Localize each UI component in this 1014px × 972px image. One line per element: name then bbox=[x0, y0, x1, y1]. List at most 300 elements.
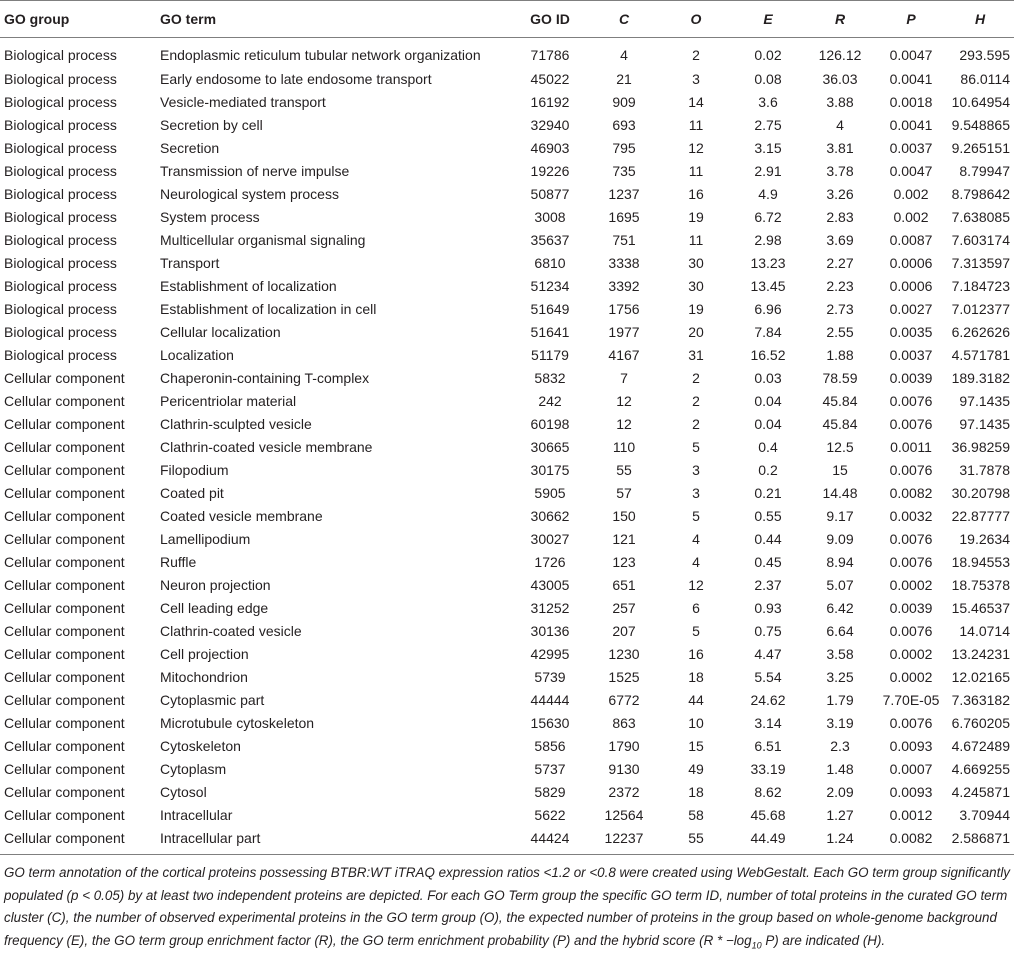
cell-go-term: Ruffle bbox=[160, 554, 197, 570]
header-go-id: GO ID bbox=[512, 1, 588, 38]
cell-go-term: Secretion by cell bbox=[160, 117, 263, 133]
cell-go-term: Lamellipodium bbox=[160, 531, 251, 547]
cell-go-id: 35637 bbox=[530, 232, 570, 248]
footnote-text-3: P) are indicated (H). bbox=[761, 932, 886, 948]
cell-go-id: 5829 bbox=[534, 784, 566, 800]
table-row bbox=[0, 206, 1014, 229]
cell-r: 2.55 bbox=[826, 324, 854, 340]
cell-c: 12 bbox=[616, 393, 632, 409]
cell-o: 11 bbox=[688, 232, 704, 248]
cell-go-id: 5832 bbox=[534, 370, 566, 386]
cell-go-id: 6810 bbox=[534, 255, 566, 271]
cell-h: 4.245871 bbox=[951, 784, 1010, 800]
cell-go-term: Endoplasmic reticulum tubular network organization bbox=[160, 46, 481, 63]
cell-p: 0.0002 bbox=[889, 646, 933, 662]
cell-go-group: Cellular component bbox=[4, 508, 125, 524]
cell-p: 0.0076 bbox=[889, 416, 933, 432]
cell-go-group: Cellular component bbox=[4, 807, 125, 823]
cell-go-term: Coated vesicle membrane bbox=[160, 508, 323, 524]
cell-o: 15 bbox=[688, 738, 704, 754]
cell-p: 0.0012 bbox=[889, 807, 933, 823]
cell-go-id: 32940 bbox=[530, 117, 570, 133]
cell-o: 49 bbox=[688, 761, 704, 777]
cell-o: 4 bbox=[692, 531, 700, 547]
cell-e: 13.23 bbox=[750, 255, 786, 271]
table-row bbox=[0, 620, 1014, 643]
cell-o: 5 bbox=[692, 508, 700, 524]
table-row bbox=[0, 436, 1014, 459]
cell-r: 4 bbox=[836, 117, 844, 133]
cell-go-term: Pericentriolar material bbox=[160, 393, 297, 409]
cell-e: 0.2 bbox=[758, 462, 778, 478]
cell-h: 7.184723 bbox=[951, 278, 1010, 294]
cell-r: 45.84 bbox=[822, 416, 858, 432]
cell-h: 15.46537 bbox=[951, 600, 1010, 616]
cell-r: 14.48 bbox=[822, 485, 858, 501]
cell-go-id: 50877 bbox=[530, 186, 570, 202]
cell-o: 44 bbox=[688, 692, 704, 708]
cell-go-group: Cellular component bbox=[4, 577, 125, 593]
cell-h: 13.24231 bbox=[951, 646, 1010, 662]
cell-go-group: Cellular component bbox=[4, 623, 125, 639]
cell-e: 0.55 bbox=[754, 508, 782, 524]
cell-o: 11 bbox=[688, 163, 704, 179]
cell-p: 0.0041 bbox=[889, 71, 933, 87]
table-row bbox=[0, 38, 1014, 68]
cell-c: 651 bbox=[612, 577, 636, 593]
table-row bbox=[0, 827, 1014, 855]
cell-go-id: 43005 bbox=[530, 577, 570, 593]
table-row bbox=[0, 666, 1014, 689]
cell-go-group: Biological process bbox=[4, 140, 117, 156]
footnote-text-2: < 0.05) by at least two independent proteins are depicted. For each GO Term group the specific GO term ID, number of total proteins in the curated GO term cluster (C), the number of observed experimental proteins in the GO term group (O), the expected number of proteins in the group based on whole-genome background frequency (E), the GO term group enrichment factor (R), the GO term enrichment probability (P) and the hybrid score (R * −log bbox=[4, 887, 1008, 948]
cell-h: 6.760205 bbox=[951, 715, 1010, 731]
cell-p: 0.0076 bbox=[889, 715, 933, 731]
cell-c: 1695 bbox=[608, 209, 640, 225]
cell-r: 12.5 bbox=[826, 439, 854, 455]
cell-p: 0.0076 bbox=[889, 554, 933, 570]
table-row bbox=[0, 137, 1014, 160]
cell-go-term: Cytoplasmic part bbox=[160, 692, 265, 708]
cell-p: 0.0006 bbox=[889, 255, 933, 271]
cell-h: 19.2634 bbox=[959, 531, 1010, 547]
cell-r: 36.03 bbox=[822, 71, 858, 87]
cell-r: 3.26 bbox=[826, 186, 854, 202]
cell-go-group: Cellular component bbox=[4, 669, 125, 685]
cell-r: 3.69 bbox=[826, 232, 854, 248]
cell-go-id: 19226 bbox=[530, 163, 570, 179]
table-row bbox=[0, 114, 1014, 137]
cell-go-group: Biological process bbox=[4, 347, 117, 363]
table-row bbox=[0, 735, 1014, 758]
cell-e: 6.51 bbox=[754, 738, 782, 754]
cell-o: 14 bbox=[688, 94, 704, 110]
table-row bbox=[0, 229, 1014, 252]
cell-r: 2.27 bbox=[826, 255, 854, 271]
table-row bbox=[0, 459, 1014, 482]
cell-go-group: Cellular component bbox=[4, 462, 125, 478]
header-e: E bbox=[732, 1, 804, 38]
cell-o: 10 bbox=[688, 715, 704, 731]
cell-go-id: 30662 bbox=[530, 508, 570, 524]
cell-go-term: Establishment of localization bbox=[160, 278, 337, 294]
cell-go-id: 1726 bbox=[534, 554, 566, 570]
cell-o: 30 bbox=[688, 278, 704, 294]
cell-o: 2 bbox=[692, 416, 700, 432]
cell-c: 4167 bbox=[608, 347, 640, 363]
cell-c: 4 bbox=[620, 46, 628, 63]
cell-p: 0.0039 bbox=[889, 600, 933, 616]
cell-h: 8.798642 bbox=[951, 186, 1010, 202]
cell-e: 24.62 bbox=[750, 692, 786, 708]
cell-e: 0.21 bbox=[754, 485, 782, 501]
table-row bbox=[0, 758, 1014, 781]
cell-o: 5 bbox=[692, 439, 700, 455]
table-row bbox=[0, 91, 1014, 114]
cell-c: 693 bbox=[612, 117, 636, 133]
cell-c: 1237 bbox=[608, 186, 640, 202]
cell-e: 0.75 bbox=[754, 623, 782, 639]
cell-p: 0.002 bbox=[893, 186, 929, 202]
cell-p: 0.0002 bbox=[889, 577, 933, 593]
cell-h: 31.7878 bbox=[959, 462, 1010, 478]
cell-h: 3.70944 bbox=[959, 807, 1010, 823]
cell-go-id: 30027 bbox=[530, 531, 570, 547]
cell-p: 0.0076 bbox=[889, 531, 933, 547]
cell-r: 3.88 bbox=[826, 94, 854, 110]
cell-r: 3.25 bbox=[826, 669, 854, 685]
cell-go-id: 5856 bbox=[534, 738, 566, 754]
cell-p: 0.0087 bbox=[889, 232, 933, 248]
cell-go-term: Cytoskeleton bbox=[160, 738, 241, 754]
cell-go-id: 30175 bbox=[530, 462, 570, 478]
cell-go-id: 44424 bbox=[530, 829, 570, 846]
cell-r: 15 bbox=[832, 462, 848, 478]
cell-h: 8.79947 bbox=[959, 163, 1010, 179]
cell-c: 123 bbox=[612, 554, 636, 570]
cell-go-id: 51234 bbox=[530, 278, 570, 294]
cell-c: 110 bbox=[612, 439, 636, 455]
header-go-group: GO group bbox=[0, 1, 156, 38]
cell-c: 909 bbox=[612, 94, 636, 110]
cell-e: 2.98 bbox=[754, 232, 782, 248]
cell-go-group: Cellular component bbox=[4, 531, 125, 547]
cell-o: 6 bbox=[692, 600, 700, 616]
cell-go-group: Biological process bbox=[4, 117, 117, 133]
cell-p: 0.0047 bbox=[889, 46, 933, 63]
cell-e: 7.84 bbox=[754, 324, 782, 340]
cell-o: 2 bbox=[692, 393, 700, 409]
cell-r: 45.84 bbox=[822, 393, 858, 409]
cell-e: 13.45 bbox=[750, 278, 786, 294]
cell-go-term: Cytoplasm bbox=[160, 761, 227, 777]
table-row bbox=[0, 643, 1014, 666]
cell-go-group: Cellular component bbox=[4, 393, 125, 409]
cell-h: 9.265151 bbox=[951, 140, 1010, 156]
cell-p: 0.0082 bbox=[889, 485, 933, 501]
cell-go-id: 15630 bbox=[530, 715, 570, 731]
cell-o: 19 bbox=[688, 209, 704, 225]
cell-h: 97.1435 bbox=[959, 393, 1010, 409]
cell-p: 0.0047 bbox=[889, 163, 933, 179]
cell-e: 5.54 bbox=[754, 669, 782, 685]
table-row bbox=[0, 298, 1014, 321]
cell-e: 0.04 bbox=[754, 393, 782, 409]
cell-c: 751 bbox=[612, 232, 636, 248]
cell-go-term: Clathrin-coated vesicle membrane bbox=[160, 439, 373, 455]
cell-go-group: Cellular component bbox=[4, 370, 125, 386]
cell-go-term: Neuron projection bbox=[160, 577, 271, 593]
cell-p: 0.0027 bbox=[889, 301, 933, 317]
cell-o: 18 bbox=[688, 669, 704, 685]
cell-go-id: 242 bbox=[538, 393, 562, 409]
cell-p: 0.0039 bbox=[889, 370, 933, 386]
cell-e: 2.37 bbox=[754, 577, 782, 593]
cell-c: 1525 bbox=[608, 669, 640, 685]
cell-go-id: 5737 bbox=[534, 761, 566, 777]
cell-e: 0.4 bbox=[758, 439, 778, 455]
cell-go-term: Coated pit bbox=[160, 485, 224, 501]
cell-go-id: 51179 bbox=[531, 347, 569, 363]
cell-r: 1.24 bbox=[826, 829, 854, 846]
cell-p: 0.0037 bbox=[889, 347, 933, 363]
cell-go-group: Cellular component bbox=[4, 485, 125, 501]
cell-go-term: Transport bbox=[160, 255, 220, 271]
cell-h: 7.363182 bbox=[951, 692, 1010, 708]
cell-go-group: Biological process bbox=[4, 278, 117, 294]
cell-o: 12 bbox=[688, 140, 704, 156]
cell-go-group: Cellular component bbox=[4, 715, 125, 731]
cell-e: 3.6 bbox=[758, 94, 778, 110]
cell-p: 0.0076 bbox=[889, 393, 933, 409]
cell-h: 22.87777 bbox=[951, 508, 1010, 524]
cell-h: 86.0114 bbox=[960, 71, 1010, 87]
cell-go-group: Cellular component bbox=[4, 600, 125, 616]
cell-go-term: Filopodium bbox=[160, 462, 229, 478]
cell-c: 863 bbox=[612, 715, 636, 731]
cell-h: 4.571781 bbox=[951, 347, 1010, 363]
cell-e: 2.91 bbox=[754, 163, 782, 179]
cell-go-term: Transmission of nerve impulse bbox=[160, 163, 350, 179]
cell-go-term: Chaperonin-containing T-complex bbox=[160, 370, 370, 386]
cell-c: 9130 bbox=[608, 761, 640, 777]
cell-go-term: Neurological system process bbox=[160, 186, 339, 202]
cell-go-term: Early endosome to late endosome transport bbox=[160, 71, 432, 87]
cell-c: 12564 bbox=[604, 807, 644, 823]
cell-go-group: Biological process bbox=[4, 255, 117, 271]
cell-go-id: 71786 bbox=[530, 46, 570, 63]
table-row bbox=[0, 597, 1014, 620]
cell-o: 3 bbox=[692, 485, 700, 501]
cell-go-term: Clathrin-sculpted vesicle bbox=[160, 416, 312, 432]
cell-r: 78.59 bbox=[822, 370, 858, 386]
table-row bbox=[0, 252, 1014, 275]
cell-c: 7 bbox=[620, 370, 628, 386]
cell-go-term: Microtubule cytoskeleton bbox=[160, 715, 315, 731]
cell-c: 795 bbox=[612, 140, 636, 156]
cell-h: 2.586871 bbox=[951, 829, 1010, 846]
cell-h: 9.548865 bbox=[951, 117, 1010, 133]
table-row bbox=[0, 482, 1014, 505]
cell-go-id: 45022 bbox=[530, 71, 570, 87]
cell-r: 3.58 bbox=[826, 646, 854, 662]
cell-go-term: Secretion bbox=[160, 140, 220, 156]
cell-e: 0.44 bbox=[754, 531, 782, 547]
cell-o: 31 bbox=[688, 347, 704, 363]
cell-go-id: 5905 bbox=[534, 485, 566, 501]
cell-h: 189.3182 bbox=[951, 370, 1010, 386]
header-o: O bbox=[660, 1, 732, 38]
cell-go-group: Biological process bbox=[4, 71, 117, 87]
cell-p: 0.0082 bbox=[889, 829, 933, 846]
cell-r: 9.09 bbox=[826, 531, 854, 547]
cell-p: 0.0018 bbox=[889, 94, 933, 110]
cell-c: 12237 bbox=[604, 829, 644, 846]
cell-o: 19 bbox=[688, 301, 704, 317]
cell-r: 2.23 bbox=[826, 278, 854, 294]
cell-p: 0.0076 bbox=[889, 623, 933, 639]
header-go-term: GO term bbox=[156, 1, 512, 38]
cell-go-term: Establishment of localization in cell bbox=[160, 301, 377, 317]
header-r: R bbox=[804, 1, 876, 38]
cell-go-term: Cell leading edge bbox=[160, 600, 269, 616]
table-row bbox=[0, 390, 1014, 413]
cell-go-term: System process bbox=[160, 209, 260, 225]
cell-r: 126.12 bbox=[818, 46, 862, 63]
cell-c: 3338 bbox=[608, 255, 640, 271]
table-row bbox=[0, 528, 1014, 551]
cell-e: 45.68 bbox=[750, 807, 786, 823]
cell-go-id: 44444 bbox=[530, 692, 570, 708]
cell-h: 7.638085 bbox=[951, 209, 1010, 225]
cell-c: 12 bbox=[616, 416, 632, 432]
table-row bbox=[0, 689, 1014, 712]
cell-c: 1756 bbox=[608, 301, 640, 317]
cell-go-group: Biological process bbox=[4, 324, 117, 340]
cell-r: 9.17 bbox=[826, 508, 854, 524]
cell-go-term: Intracellular bbox=[160, 807, 233, 823]
cell-o: 2 bbox=[692, 370, 700, 386]
cell-c: 207 bbox=[612, 623, 636, 639]
table-row bbox=[0, 321, 1014, 344]
cell-e: 6.72 bbox=[754, 209, 782, 225]
cell-go-id: 46903 bbox=[530, 140, 570, 156]
cell-e: 0.02 bbox=[754, 46, 782, 63]
cell-h: 18.75378 bbox=[951, 577, 1010, 593]
cell-e: 0.93 bbox=[754, 600, 782, 616]
table-row bbox=[0, 183, 1014, 206]
cell-p: 0.0037 bbox=[889, 140, 933, 156]
cell-r: 5.07 bbox=[826, 577, 854, 593]
cell-go-group: Cellular component bbox=[4, 416, 125, 432]
cell-c: 1790 bbox=[608, 738, 640, 754]
cell-e: 0.03 bbox=[754, 370, 782, 386]
cell-c: 57 bbox=[616, 485, 632, 501]
cell-o: 12 bbox=[688, 577, 704, 593]
table-row bbox=[0, 413, 1014, 436]
cell-o: 3 bbox=[692, 71, 700, 87]
cell-c: 6772 bbox=[608, 692, 640, 708]
cell-r: 2.09 bbox=[826, 784, 854, 800]
cell-o: 4 bbox=[692, 554, 700, 570]
cell-go-group: Biological process bbox=[4, 94, 117, 110]
cell-p: 0.0032 bbox=[889, 508, 933, 524]
cell-c: 150 bbox=[612, 508, 636, 524]
cell-go-group: Cellular component bbox=[4, 761, 125, 777]
cell-h: 30.20798 bbox=[951, 485, 1010, 501]
cell-go-group: Cellular component bbox=[4, 738, 125, 754]
cell-r: 2.3 bbox=[830, 738, 850, 754]
cell-go-term: Cell projection bbox=[160, 646, 249, 662]
cell-c: 2372 bbox=[608, 784, 640, 800]
cell-o: 3 bbox=[692, 462, 700, 478]
cell-p: 7.70E-05 bbox=[882, 692, 940, 708]
cell-c: 21 bbox=[616, 71, 632, 87]
cell-c: 735 bbox=[612, 163, 636, 179]
cell-e: 3.14 bbox=[754, 715, 782, 731]
cell-go-term: Vesicle-mediated transport bbox=[160, 94, 326, 110]
cell-h: 293.595 bbox=[959, 46, 1010, 63]
cell-h: 97.1435 bbox=[959, 416, 1010, 432]
cell-e: 8.62 bbox=[754, 784, 782, 800]
cell-r: 1.27 bbox=[826, 807, 854, 823]
cell-c: 55 bbox=[616, 462, 632, 478]
cell-r: 2.73 bbox=[826, 301, 854, 317]
cell-go-group: Biological process bbox=[4, 163, 117, 179]
cell-r: 2.83 bbox=[826, 209, 854, 225]
cell-e: 0.04 bbox=[754, 416, 782, 432]
cell-r: 3.19 bbox=[826, 715, 854, 731]
cell-o: 20 bbox=[688, 324, 704, 340]
cell-p: 0.0007 bbox=[889, 761, 933, 777]
cell-h: 6.262626 bbox=[951, 324, 1010, 340]
cell-go-group: Cellular component bbox=[4, 439, 125, 455]
cell-r: 3.78 bbox=[826, 163, 854, 179]
cell-e: 0.08 bbox=[754, 71, 782, 87]
cell-h: 7.603174 bbox=[951, 232, 1010, 248]
cell-c: 121 bbox=[612, 531, 636, 547]
cell-e: 6.96 bbox=[754, 301, 782, 317]
cell-go-id: 5622 bbox=[534, 807, 566, 823]
cell-c: 3392 bbox=[608, 278, 640, 294]
table-row bbox=[0, 68, 1014, 91]
cell-e: 0.45 bbox=[754, 554, 782, 570]
cell-go-id: 31252 bbox=[530, 600, 570, 616]
cell-p: 0.0035 bbox=[889, 324, 933, 340]
cell-e: 2.75 bbox=[754, 117, 782, 133]
cell-h: 7.012377 bbox=[951, 301, 1010, 317]
cell-o: 16 bbox=[688, 186, 704, 202]
cell-r: 6.42 bbox=[826, 600, 854, 616]
cell-h: 4.669255 bbox=[951, 761, 1010, 777]
cell-r: 1.48 bbox=[826, 761, 854, 777]
footnote-p: p bbox=[71, 887, 79, 903]
table-row bbox=[0, 551, 1014, 574]
cell-go-group: Cellular component bbox=[4, 829, 125, 846]
cell-go-group: Cellular component bbox=[4, 784, 125, 800]
cell-r: 1.88 bbox=[826, 347, 854, 363]
table-footnote bbox=[0, 855, 1014, 957]
cell-h: 12.02165 bbox=[951, 669, 1010, 685]
cell-e: 33.19 bbox=[750, 761, 786, 777]
header-h: H bbox=[946, 1, 1014, 38]
table-header-row bbox=[0, 1, 1014, 38]
cell-go-id: 51649 bbox=[530, 301, 570, 317]
table-row bbox=[0, 574, 1014, 597]
cell-go-id: 16192 bbox=[530, 94, 570, 110]
cell-p: 0.0041 bbox=[889, 117, 933, 133]
cell-go-id: 60198 bbox=[530, 416, 570, 432]
